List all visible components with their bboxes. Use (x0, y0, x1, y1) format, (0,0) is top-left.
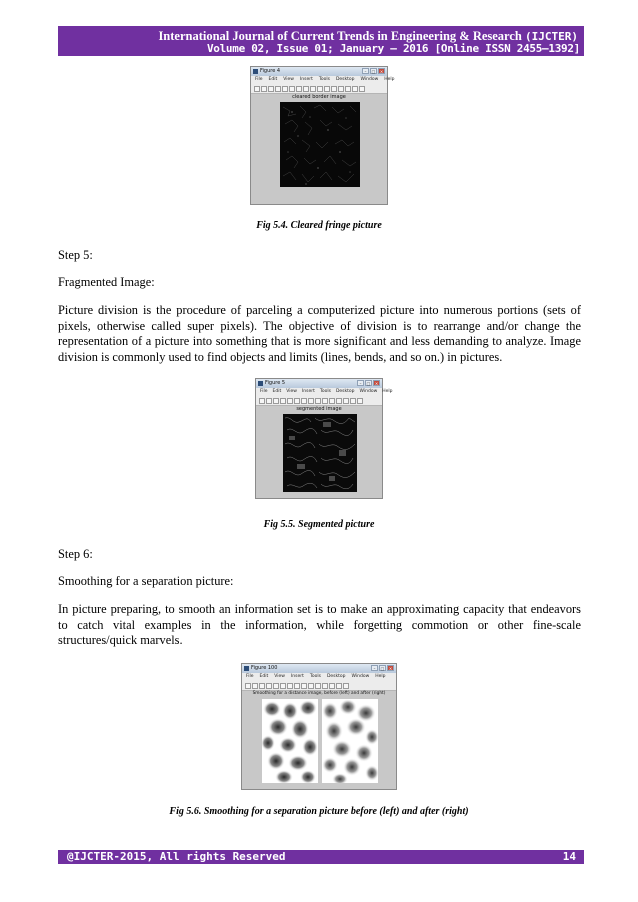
menu-desktop[interactable]: Desktop (326, 674, 346, 679)
save-icon[interactable] (273, 398, 279, 404)
pan-icon[interactable] (308, 398, 314, 404)
menu-help[interactable]: Help (375, 674, 386, 679)
figure-window-cleared-border (250, 66, 395, 205)
rotate-icon[interactable] (301, 683, 307, 689)
plot-title: segmented image (296, 406, 342, 412)
brush-icon[interactable] (329, 398, 335, 404)
menu-file[interactable]: File (255, 77, 263, 82)
window-title: Figure 4 (260, 68, 281, 74)
plot-title: cleared border image (292, 94, 346, 100)
pan-icon[interactable] (294, 683, 300, 689)
matlab-figure-icon (244, 666, 249, 671)
menu-insert[interactable]: Insert (301, 389, 315, 394)
smoothing-before-image (262, 699, 318, 783)
journal-title: International Journal of Current Trends in Engineering & Research (IJCTER) (158, 29, 578, 43)
open-icon[interactable] (252, 683, 258, 689)
menu-bar (251, 76, 395, 84)
menu-help[interactable]: Help (384, 77, 395, 82)
menu-view[interactable]: View (286, 389, 297, 394)
step-6-label: Step 6: (58, 547, 93, 561)
link-icon[interactable] (331, 86, 337, 92)
menu-desktop[interactable]: Desktop (335, 77, 355, 82)
menu-tools[interactable]: Tools (319, 389, 331, 394)
plot-title: Smoothing for a distance image, before (left) and after (right) (252, 691, 386, 696)
figure-caption-5-6: Fig 5.6. Smoothing for a separation picture before (left) and after (right) (169, 806, 469, 817)
close-icon[interactable]: × (374, 381, 379, 386)
link-icon[interactable] (322, 683, 328, 689)
division-paragraph: Picture division is the procedure of parceling a computerized picture into numerous portions (sets of pixels, otherwise called super pixels). The objective of division is to rearrange and/or change the representation of a picture into something that is more significant and less demanding to analyze. Image division is commonly used to find objects and limits (lines, bends, and so on.) in pictures. (58, 303, 581, 364)
matlab-figure-icon (253, 69, 258, 74)
pointer-icon[interactable] (282, 86, 288, 92)
figure-caption-5-5: Fig 5.5. Segmented picture (263, 519, 375, 530)
window-titlebar (256, 379, 382, 388)
window-title: Figure 5 (265, 380, 286, 386)
rotate-icon[interactable] (310, 86, 316, 92)
window-titlebar (251, 67, 387, 76)
pointer-icon[interactable] (287, 398, 293, 404)
figure-window-smoothing (241, 663, 397, 790)
menu-bar (256, 388, 393, 396)
data-cursor-icon[interactable] (322, 398, 328, 404)
menu-bar (242, 673, 396, 681)
journal-issue-info: Volume 02, Issue 01; January – 2016 [Online ISSN 2455–1392] (206, 42, 580, 55)
window-titlebar (242, 664, 396, 673)
link-icon[interactable] (336, 398, 342, 404)
page-number: 14 (562, 850, 576, 863)
brush-icon[interactable] (324, 86, 330, 92)
rotate-icon[interactable] (315, 398, 321, 404)
figure-toolbar (242, 681, 396, 691)
menu-help[interactable]: Help (382, 389, 393, 394)
legend-icon[interactable] (350, 398, 356, 404)
minimize-icon[interactable]: – (362, 68, 369, 74)
legend-icon[interactable] (336, 683, 342, 689)
zoom-in-icon[interactable] (280, 683, 286, 689)
pointer-icon[interactable] (273, 683, 279, 689)
menu-insert[interactable]: Insert (290, 674, 304, 679)
zoom-in-icon[interactable] (289, 86, 295, 92)
smoothing-paragraph: In picture preparing, to smooth an information set is to make an approximating capacity that endeavors to catch vital examples in the information, while forgetting commotion or other fine-scale structures/quick marvels. (58, 602, 581, 647)
print-icon[interactable] (266, 683, 272, 689)
dock-icon[interactable] (359, 86, 365, 92)
print-icon[interactable] (275, 86, 281, 92)
menu-window[interactable]: Window (359, 389, 378, 394)
step-5-label: Step 5: (58, 248, 93, 262)
menu-window[interactable]: Window (360, 77, 379, 82)
dock-icon[interactable] (343, 683, 349, 689)
maximize-icon[interactable]: □ (371, 69, 376, 74)
hide-tools-icon[interactable] (352, 86, 358, 92)
data-cursor-icon[interactable] (317, 86, 323, 92)
figure-toolbar (251, 84, 387, 94)
matlab-figure-icon (258, 381, 263, 386)
colorbar-icon[interactable] (343, 398, 349, 404)
menu-insert[interactable]: Insert (299, 77, 313, 82)
figure-caption-5-4: Fig 5.4. Cleared fringe picture (256, 220, 382, 231)
menu-file[interactable]: File (246, 674, 254, 679)
journal-header (58, 26, 584, 56)
new-figure-icon[interactable] (254, 86, 260, 92)
figure-window-segmented (255, 378, 393, 499)
data-cursor-icon[interactable] (308, 683, 314, 689)
menu-file[interactable]: File (260, 389, 268, 394)
save-icon[interactable] (259, 683, 265, 689)
window-title: Figure 100 (251, 665, 278, 671)
colorbar-icon[interactable] (329, 683, 335, 689)
open-icon[interactable] (266, 398, 272, 404)
figure-toolbar (256, 396, 382, 406)
menu-view[interactable]: View (274, 674, 285, 679)
save-icon[interactable] (268, 86, 274, 92)
new-figure-icon[interactable] (245, 683, 251, 689)
menu-desktop[interactable]: Desktop (335, 389, 355, 394)
minimize-icon[interactable]: – (371, 665, 378, 671)
menu-tools[interactable]: Tools (318, 77, 330, 82)
segmented-image (283, 414, 357, 492)
copyright-notice: @IJCTER-2015, All rights Reserved (67, 850, 286, 863)
page-footer (58, 850, 584, 864)
cleared-border-image (280, 102, 360, 187)
maximize-icon[interactable]: □ (366, 381, 371, 386)
pan-icon[interactable] (303, 86, 309, 92)
dock-icon[interactable] (357, 398, 363, 404)
minimize-icon[interactable]: – (357, 380, 364, 386)
zoom-in-icon[interactable] (294, 398, 300, 404)
smoothing-heading: Smoothing for a separation picture: (58, 574, 234, 588)
menu-edit[interactable]: Edit (268, 77, 278, 82)
menu-edit[interactable]: Edit (272, 389, 282, 394)
maximize-icon[interactable]: □ (380, 666, 385, 671)
close-icon[interactable]: × (379, 69, 384, 74)
open-icon[interactable] (261, 86, 267, 92)
legend-icon[interactable] (345, 86, 351, 92)
zoom-out-icon[interactable] (296, 86, 302, 92)
smoothing-after-image (322, 699, 378, 783)
colorbar-icon[interactable] (338, 86, 344, 92)
close-icon[interactable]: × (388, 666, 393, 671)
print-icon[interactable] (280, 398, 286, 404)
menu-window[interactable]: Window (351, 674, 370, 679)
fragmented-image-heading: Fragmented Image: (58, 275, 155, 289)
menu-view[interactable]: View (283, 77, 294, 82)
menu-tools[interactable]: Tools (309, 674, 321, 679)
menu-edit[interactable]: Edit (259, 674, 269, 679)
zoom-out-icon[interactable] (301, 398, 307, 404)
zoom-out-icon[interactable] (287, 683, 293, 689)
new-figure-icon[interactable] (259, 398, 265, 404)
brush-icon[interactable] (315, 683, 321, 689)
